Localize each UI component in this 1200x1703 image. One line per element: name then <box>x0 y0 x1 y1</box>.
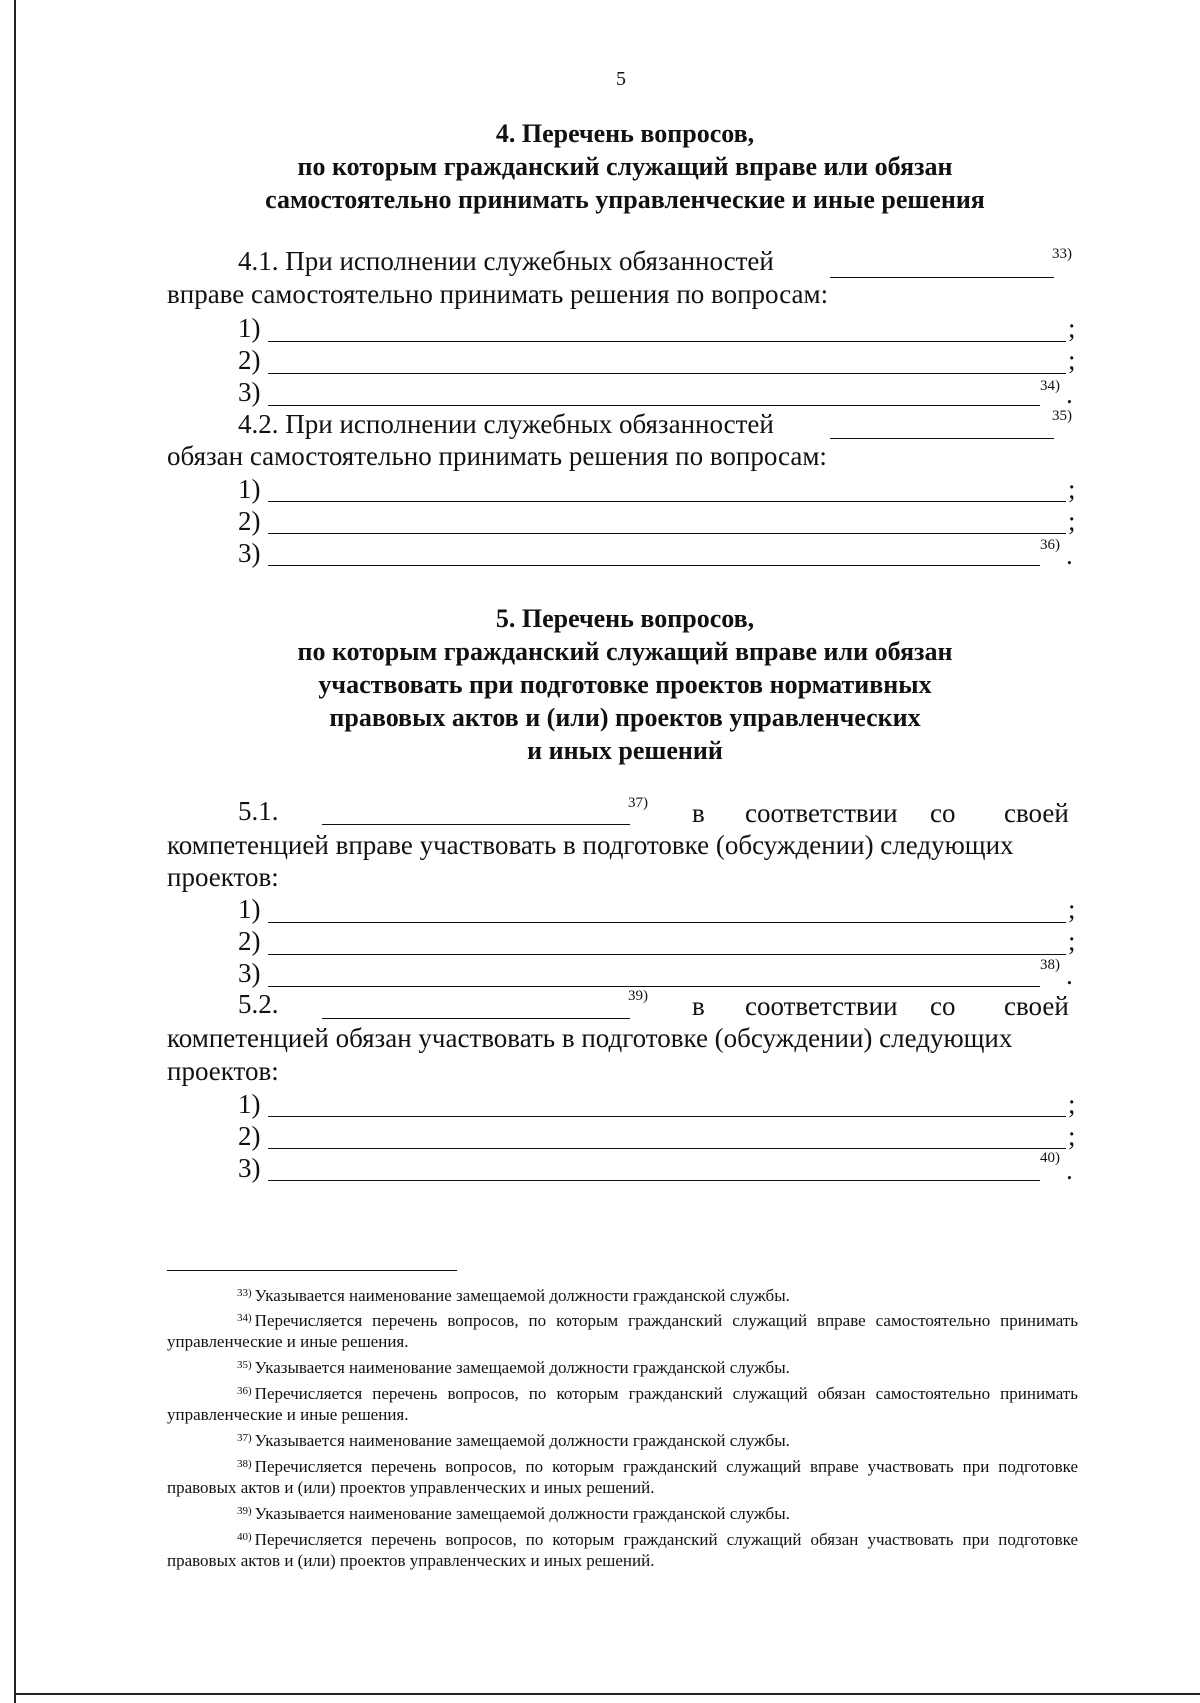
footnote-mark: 38) <box>237 1458 252 1470</box>
footnote-text: Перечисляется перечень вопросов, по которым гражданский служащий обязан самостоятельно принимать управленческие и иные решения. <box>167 1384 1078 1424</box>
section-5-title-line: правовых актов и (или) проектов управленческих <box>329 703 921 732</box>
list-semicolon: ; <box>1068 506 1076 536</box>
footnote-ref-39: 39) <box>628 988 648 1004</box>
list-semicolon: ; <box>1068 313 1076 343</box>
footnote-text: Указывается наименование замещаемой должности гражданской службы. <box>254 1431 790 1450</box>
list-marker: 3) <box>238 958 261 988</box>
paragraph-5-2-word: соответствии <box>745 991 898 1021</box>
list-semicolon: ; <box>1068 1121 1076 1151</box>
paragraph-5-1-line-2: компетенцией вправе участвовать в подготовке (обсуждении) следующих <box>167 830 1014 860</box>
scan-bottom-edge <box>14 1693 1200 1695</box>
footnote-mark: 39) <box>237 1505 252 1517</box>
list-semicolon: ; <box>1068 926 1076 956</box>
footnote-text: Указывается наименование замещаемой должности гражданской службы. <box>254 1358 790 1377</box>
paragraph-5-1-number: 5.1. <box>238 796 279 826</box>
list-marker: 1) <box>238 313 261 343</box>
list-marker: 3) <box>238 377 261 407</box>
position-blank-5-1 <box>322 824 630 825</box>
answer-line <box>268 373 1066 374</box>
footnote-text: Указывается наименование замещаемой должности гражданской службы. <box>254 1504 790 1523</box>
footnote-ref-40: 40) <box>1040 1150 1060 1166</box>
footnote-text: Указывается наименование замещаемой должности гражданской службы. <box>254 1286 790 1305</box>
section-4-title-line: 4. Перечень вопросов, <box>495 119 755 148</box>
section-4-title-line: самостоятельно принимать управленческие и иные решения <box>265 185 985 214</box>
paragraph-5-2-line-2: компетенцией обязан участвовать в подготовке (обсуждении) следующих <box>167 1023 1013 1053</box>
answer-line <box>268 501 1066 502</box>
footnote-text: Перечисляется перечень вопросов, по которым гражданский служащий обязан участвовать при подготовке правовых актов и (или) проектов управленческих и иных решений. <box>167 1530 1078 1570</box>
list-semicolon: ; <box>1068 345 1076 375</box>
answer-line <box>268 533 1066 534</box>
paragraph-5-2-word: со <box>930 991 956 1021</box>
answer-line <box>268 1148 1066 1149</box>
footnote-35 <box>167 1357 1078 1378</box>
list-marker: 1) <box>238 1089 261 1119</box>
section-5-title-line: участвовать при подготовке проектов нормативных <box>318 670 932 699</box>
paragraph-4-2-head: 4.2. При исполнении служебных обязанностей <box>238 409 774 439</box>
footnote-34 <box>167 1310 1078 1352</box>
list-semicolon: ; <box>1068 1089 1076 1119</box>
list-marker: 1) <box>238 474 261 504</box>
section-5-title-line: по которым гражданский служащий вправе или обязан <box>297 637 953 666</box>
answer-line <box>268 954 1066 955</box>
footnote-mark: 37) <box>237 1432 252 1444</box>
list-end-period: . <box>1066 379 1073 409</box>
list-marker: 2) <box>238 926 261 956</box>
paragraph-4-2-tail: обязан самостоятельно принимать решения по вопросам: <box>167 441 827 471</box>
footnote-38 <box>167 1456 1078 1498</box>
answer-line <box>268 922 1066 923</box>
list-end-period: . <box>1066 1155 1073 1185</box>
footnote-text: Перечисляется перечень вопросов, по которым гражданский служащий вправе участвовать при подготовке правовых актов и (или) проектов управленческих и иных решений. <box>167 1457 1078 1497</box>
answer-line <box>268 986 1040 987</box>
section-5-title-line: 5. Перечень вопросов, <box>495 604 755 633</box>
page-number: 5 <box>616 68 626 90</box>
footnote-37 <box>167 1430 1078 1451</box>
section-4-title-line: по которым гражданский служащий вправе или обязан <box>297 152 953 181</box>
scan-left-edge <box>14 0 16 1703</box>
footnote-ref-35: 35) <box>1052 408 1072 424</box>
paragraph-5-1-word: соответствии <box>745 798 898 828</box>
list-marker: 2) <box>238 506 261 536</box>
paragraph-4-1-head: 4.1. При исполнении служебных обязанностей <box>238 246 774 276</box>
list-marker: 2) <box>238 345 261 375</box>
footnote-ref-34: 34) <box>1040 378 1060 394</box>
paragraph-5-2-line-3: проектов: <box>167 1056 279 1086</box>
position-blank-4-1 <box>830 277 1054 278</box>
list-end-period: . <box>1066 540 1073 570</box>
position-blank-5-2 <box>322 1018 630 1019</box>
footnote-ref-37: 37) <box>628 795 648 811</box>
answer-line <box>268 405 1040 406</box>
answer-line <box>268 1116 1066 1117</box>
footnote-33 <box>167 1285 1078 1306</box>
list-marker: 3) <box>238 538 261 568</box>
footnote-text: Перечисляется перечень вопросов, по которым гражданский служащий вправе самостоятельно принимать управленческие и иные решения. <box>167 1311 1078 1351</box>
footnote-39 <box>167 1503 1078 1524</box>
paragraph-5-1-word: со <box>930 798 956 828</box>
list-semicolon: ; <box>1068 894 1076 924</box>
footnote-ref-38: 38) <box>1040 957 1060 973</box>
paragraph-5-1-word: в <box>692 798 705 828</box>
section-5-title-line: и иных решений <box>527 736 723 765</box>
footnote-40 <box>167 1529 1078 1571</box>
list-end-period: . <box>1066 960 1073 990</box>
paragraph-5-2-number: 5.2. <box>238 989 279 1019</box>
paragraph-4-1-tail: вправе самостоятельно принимать решения по вопросам: <box>167 279 829 309</box>
paragraph-5-1-line-3: проектов: <box>167 862 279 892</box>
footnote-mark: 34) <box>237 1312 252 1324</box>
answer-line <box>268 341 1066 342</box>
paragraph-5-2-word: в <box>692 991 705 1021</box>
list-marker: 2) <box>238 1121 261 1151</box>
footnote-mark: 36) <box>237 1385 252 1397</box>
footnote-ref-33: 33) <box>1052 246 1072 262</box>
footnote-36 <box>167 1383 1078 1425</box>
footnote-ref-36: 36) <box>1040 537 1060 553</box>
section-4-title <box>150 117 1100 216</box>
position-blank-4-2 <box>830 438 1054 439</box>
footnote-mark: 35) <box>237 1359 252 1371</box>
list-marker: 3) <box>238 1153 261 1183</box>
answer-line <box>268 565 1040 566</box>
footnote-mark: 40) <box>237 1531 252 1543</box>
answer-line <box>268 1180 1040 1181</box>
paragraph-5-1-word: своей <box>1004 798 1069 828</box>
section-5-title <box>150 602 1100 767</box>
footnote-separator <box>167 1270 457 1271</box>
paragraph-5-2-word: своей <box>1004 991 1069 1021</box>
list-marker: 1) <box>238 894 261 924</box>
footnote-mark: 33) <box>237 1287 252 1299</box>
list-semicolon: ; <box>1068 474 1076 504</box>
